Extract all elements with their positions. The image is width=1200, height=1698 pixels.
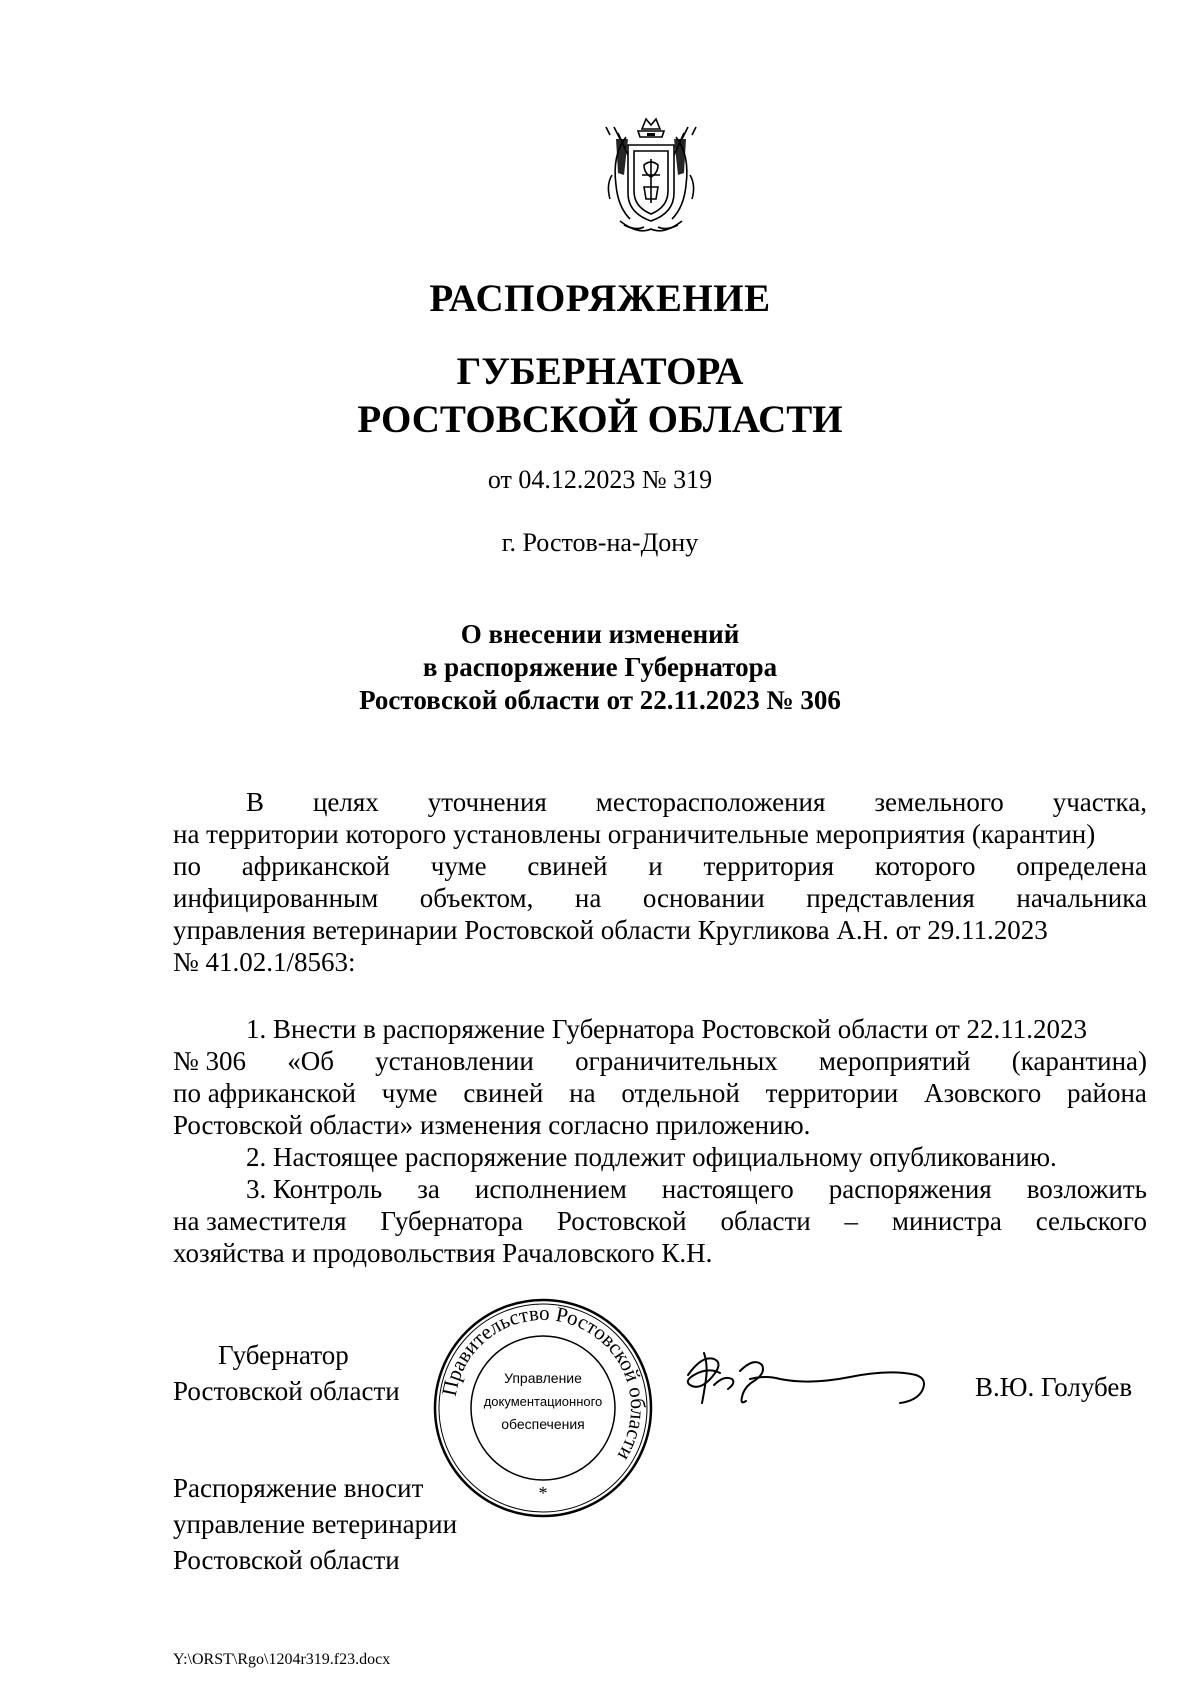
signatory-name: В.Ю. Голубев	[975, 1372, 1133, 1402]
signatory-position-line-2: Ростовской области	[173, 1376, 400, 1406]
item-1-line-1: 1. Внести в распоряжение Губернатора Ростовской области от 22.11.2023	[246, 1014, 1088, 1044]
document-type-title: РАСПОРЯЖЕНИЕ	[429, 277, 771, 320]
word: настоящего	[661, 1174, 794, 1204]
file-path-footer: Y:\ORST\Rgo\1204r319.f23.docx	[173, 1651, 391, 1668]
word: установлении	[375, 1046, 534, 1076]
issuer-title-line-2: РОСТОВСКОЙ ОБЛАСТИ	[357, 398, 843, 441]
word: 3. Контроль	[246, 1174, 383, 1204]
stamp-inner-line-2: документационного	[483, 1394, 603, 1409]
item-3-line-2	[173, 1205, 1147, 1237]
stamp-outer-text: Правительство Ростовской области	[436, 1300, 651, 1465]
word: представления	[806, 883, 975, 913]
signatory-position	[173, 1337, 400, 1409]
word: района	[1067, 1078, 1147, 1108]
subject-line-3: Ростовской области от 22.11.2023 № 306	[359, 685, 841, 715]
subject-heading	[0, 618, 1200, 717]
word: –	[844, 1206, 859, 1236]
handwritten-signature	[680, 1345, 930, 1420]
preamble-line-1	[173, 786, 1147, 818]
sender-note-line-3: Ростовской области	[173, 1545, 400, 1575]
stamp-star: *	[538, 1483, 548, 1503]
word: за	[417, 1174, 440, 1204]
preamble-line-5: управления ветеринарии Ростовской области Кругликова А.Н. от 29.11.2023	[173, 915, 1048, 945]
item-3-line-3: хозяйства и продовольствия Рачаловского К.Н.	[173, 1238, 713, 1268]
sender-note-line-2: управление ветеринарии	[173, 1509, 458, 1539]
word: чуме	[381, 1078, 438, 1108]
word: возложить	[1026, 1174, 1147, 1204]
word: исполнением	[474, 1174, 627, 1204]
preamble-paragraph	[173, 786, 1147, 978]
official-stamp	[432, 1297, 654, 1519]
word: Губернатора	[380, 1206, 524, 1236]
word: африканской	[241, 851, 390, 881]
date-number: от 04.12.2023 № 319	[487, 465, 713, 494]
subject-line-1: О внесении изменений	[460, 619, 740, 649]
word: по	[173, 851, 201, 881]
stamp-inner-line-1: Управление	[504, 1370, 582, 1386]
item-2: 2. Настоящее распоряжение подлежит официальному опубликованию.	[246, 1142, 1057, 1172]
word: «Об	[287, 1046, 334, 1076]
word: (карантина)	[1011, 1046, 1147, 1076]
word: отдельной	[621, 1078, 740, 1108]
word: на	[574, 883, 602, 913]
word: министра	[891, 1206, 1002, 1236]
stamp-inner-line-3: обеспечения	[501, 1416, 585, 1432]
word: В	[246, 787, 265, 817]
subject-line-2: в распоряжение Губернатора	[422, 652, 778, 682]
word: свиней	[463, 1078, 544, 1108]
word: свиней	[527, 851, 608, 881]
word: на	[569, 1078, 596, 1108]
item-3-line-1	[173, 1173, 1147, 1205]
word: Ростовской	[556, 1206, 687, 1236]
word: которого	[874, 851, 976, 881]
word: области	[720, 1206, 811, 1236]
word: распоряжения	[828, 1174, 992, 1204]
preamble-line-3	[173, 850, 1147, 882]
word: инфицированным	[173, 883, 379, 913]
word: уточнения	[427, 787, 547, 817]
word: и	[648, 851, 663, 881]
word: основании	[642, 883, 765, 913]
coat-of-arms-emblem	[598, 115, 704, 239]
word: сельского	[1035, 1206, 1147, 1236]
preamble-line-2: на территории которого установлены ограничительные мероприятия (карантин)	[173, 819, 1096, 849]
issuer-title	[0, 348, 1200, 444]
word: определена	[1016, 851, 1147, 881]
sender-note-line-1: Распоряжение вносит	[173, 1473, 424, 1503]
word: начальника	[1016, 883, 1147, 913]
preamble-line-4	[173, 882, 1147, 914]
word: объектом,	[419, 883, 534, 913]
word: № 306	[173, 1046, 247, 1076]
word: Азовского	[924, 1078, 1042, 1108]
word: мероприятий	[818, 1046, 971, 1076]
sender-note	[173, 1470, 457, 1578]
word: на заместителя	[173, 1206, 347, 1236]
word: земельного	[874, 787, 1004, 817]
word: чуме	[430, 851, 487, 881]
issuer-title-line-1: ГУБЕРНАТОРА	[456, 350, 744, 393]
item-1-line-4: Ростовской области» изменения согласно приложению.	[173, 1110, 811, 1140]
item-1-line-2	[173, 1045, 1147, 1077]
signatory-position-line-1: Губернатор	[218, 1340, 349, 1370]
word: территория	[703, 851, 834, 881]
word: целях	[312, 787, 379, 817]
word: участка,	[1052, 787, 1147, 817]
city: г. Ростов-на-Дону	[501, 528, 699, 557]
word: месторасположения	[595, 787, 826, 817]
word: ограничительных	[575, 1046, 778, 1076]
item-1-line-3	[173, 1077, 1147, 1109]
preamble-line-6: № 41.02.1/8563:	[173, 947, 356, 977]
word: территории	[765, 1078, 899, 1108]
items-section	[173, 1013, 1147, 1269]
word: по африканской	[173, 1078, 356, 1108]
